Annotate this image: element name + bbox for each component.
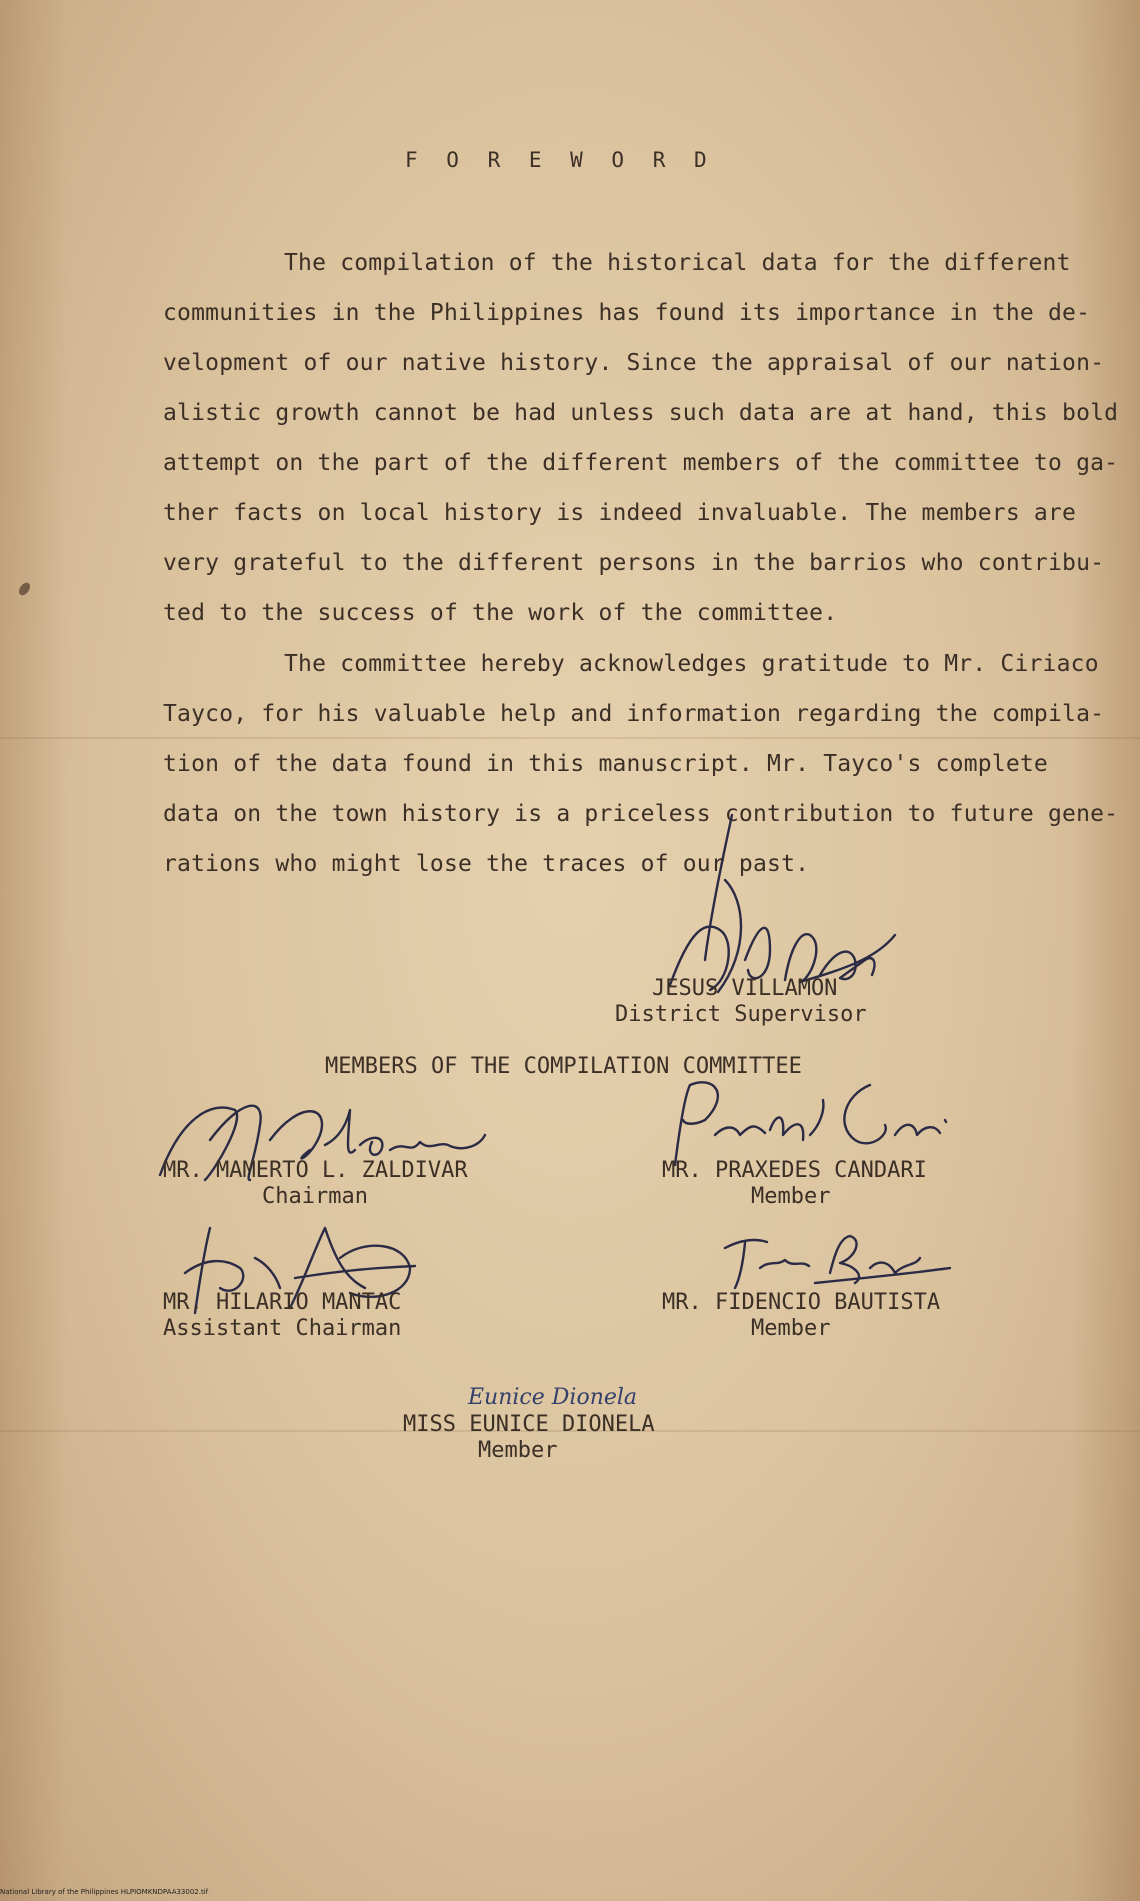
paper-fold	[0, 737, 1140, 739]
member-role: Chairman	[262, 1184, 368, 1209]
text-line: data on the town history is a priceless contribution to future gene-	[163, 801, 1119, 827]
text-line: attempt on the part of the different members of the committee to ga-	[163, 450, 1119, 476]
text-line: The committee hereby acknowledges gratitude to Mr. Ciriaco	[284, 651, 1099, 677]
text-line: ther facts on local history is indeed invaluable. The members are	[163, 500, 1077, 526]
member-name: MR. HILARIO MANTAC	[163, 1290, 402, 1315]
supervisor-title: District Supervisor	[615, 1002, 867, 1027]
text-line: alistic growth cannot be had unless such data are at hand, this bold	[163, 400, 1119, 426]
bautista-signature	[715, 1228, 955, 1298]
member-name: MR. PRAXEDES CANDARI	[662, 1158, 927, 1183]
text-line: tion of the data found in this manuscript. Mr. Tayco's complete	[163, 751, 1048, 777]
member-name: MR. MAMERTO L. ZALDIVAR	[163, 1158, 468, 1183]
member-name: MR. FIDENCIO BAUTISTA	[662, 1290, 941, 1315]
archive-footer: National Library of the Philippines HLPIOMKNDPAA33002.tif	[0, 1888, 209, 1896]
supervisor-signature	[650, 810, 910, 1000]
member-role: Member	[751, 1184, 831, 1209]
text-line: Tayco, for his valuable help and information regarding the compila-	[163, 701, 1105, 727]
member-role: Assistant Chairman	[163, 1316, 402, 1341]
page-title: F O R E W O R D	[405, 148, 715, 172]
member-role: Member	[751, 1316, 831, 1341]
text-line: ted to the success of the work of the committee.	[163, 600, 838, 626]
text-line: communities in the Philippines has found its importance in the de-	[163, 300, 1091, 326]
member-role: Member	[478, 1438, 558, 1463]
member-name: MISS EUNICE DIONELA	[403, 1412, 655, 1437]
text-line: very grateful to the different persons in the barrios who contribu-	[163, 550, 1105, 576]
text-line: velopment of our native history. Since the appraisal of our nation-	[163, 350, 1105, 376]
ink-spot	[17, 581, 32, 598]
dionela-signature: Eunice Dionela	[468, 1385, 638, 1410]
supervisor-name: JESUS VILLAMON	[652, 976, 838, 1001]
committee-heading: MEMBERS OF THE COMPILATION COMMITTEE	[325, 1054, 802, 1079]
text-line: rations who might lose the traces of our past.	[163, 851, 810, 877]
text-line: The compilation of the historical data for the different	[284, 250, 1071, 276]
